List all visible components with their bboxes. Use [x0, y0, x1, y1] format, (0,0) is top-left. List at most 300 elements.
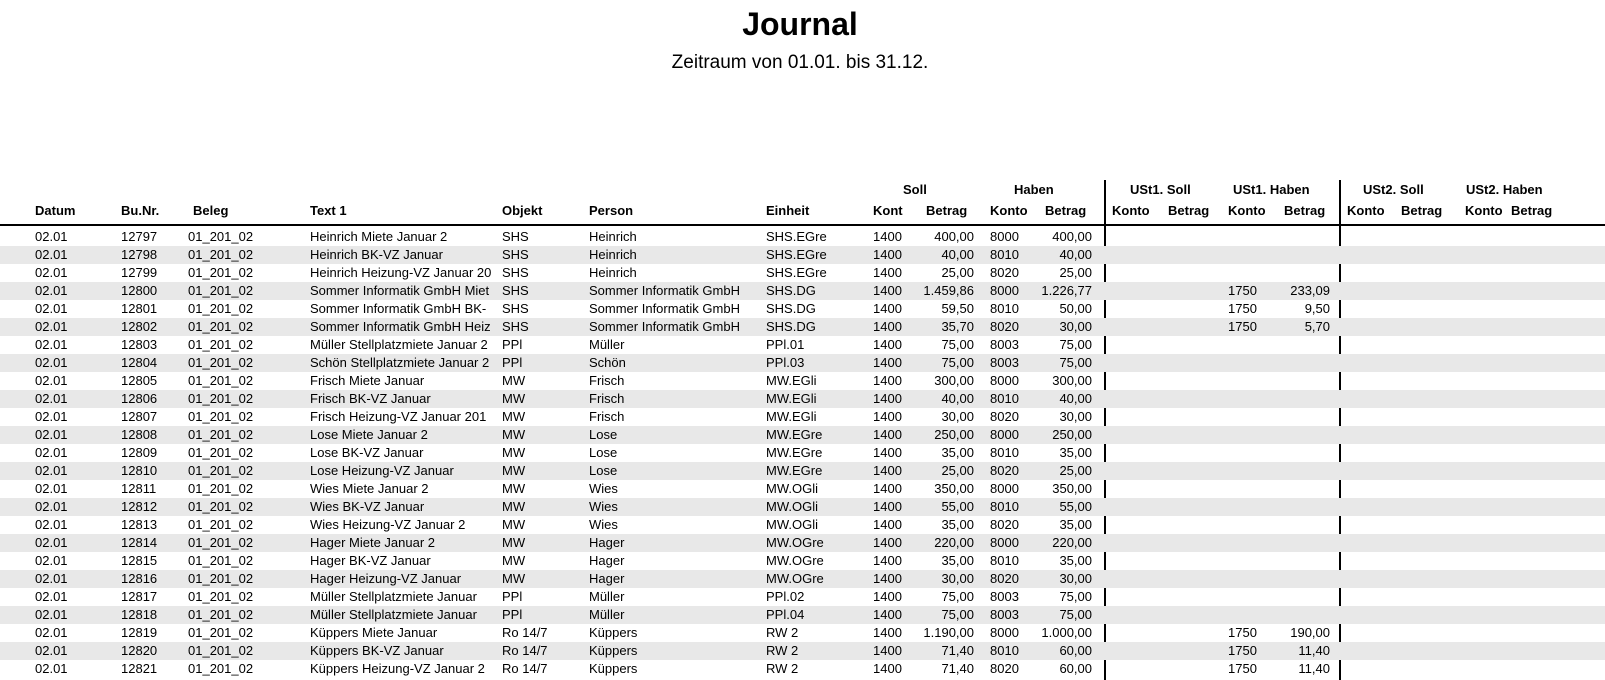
cell-person: Müller: [589, 589, 625, 604]
cell-person: Lose: [589, 463, 618, 478]
cell-haben-konto: 8010: [990, 643, 1019, 658]
cell-bunr: 12820: [121, 643, 158, 658]
cell-beleg: 01_201_02: [188, 643, 254, 658]
col-header-text1: Text 1: [310, 203, 347, 218]
cell-soll-konto: 1400: [873, 625, 902, 640]
cell-soll-konto: 1400: [873, 355, 902, 370]
cell-datum: 02.01: [35, 337, 68, 352]
cell-text1: Heinrich BK-VZ Januar: [310, 247, 443, 262]
cell-bunr: 12810: [121, 463, 158, 478]
cell-haben-konto: 8020: [990, 463, 1019, 478]
cell-text1: Frisch Heizung-VZ Januar 201: [310, 409, 487, 424]
cell-datum: 02.01: [35, 625, 68, 640]
cell-datum: 02.01: [35, 463, 68, 478]
cell-bunr: 12813: [121, 517, 158, 532]
report-title: Journal: [742, 6, 858, 42]
cell-beleg: 01_201_02: [188, 571, 254, 586]
cell-beleg: 01_201_02: [188, 409, 254, 424]
cell-datum: 02.01: [35, 481, 68, 496]
group-header-soll: Soll: [903, 182, 927, 197]
cell-einheit: RW 2: [766, 661, 799, 676]
cell-haben-konto: 8000: [990, 535, 1019, 550]
cell-bunr: 12821: [121, 661, 158, 676]
cell-einheit: SHS.EGre: [766, 229, 827, 244]
cell-person: Wies: [589, 499, 618, 514]
cell-beleg: 01_201_02: [188, 499, 254, 514]
cell-beleg: 01_201_02: [188, 535, 254, 550]
cell-objekt: MW: [502, 463, 526, 478]
cell-datum: 02.01: [35, 535, 68, 550]
cell-beleg: 01_201_02: [188, 337, 254, 352]
cell-beleg: 01_201_02: [188, 661, 254, 676]
cell-beleg: 01_201_02: [188, 391, 254, 406]
cell-text1: Sommer Informatik GmbH BK-: [310, 301, 487, 316]
cell-soll-betrag: 300,00: [934, 373, 974, 388]
cell-einheit: PPl.04: [766, 607, 805, 622]
cell-soll-betrag: 220,00: [934, 535, 974, 550]
cell-objekt: SHS: [502, 319, 529, 334]
cell-haben-betrag: 400,00: [1052, 229, 1092, 244]
cell-person: Sommer Informatik GmbH: [589, 319, 740, 334]
cell-beleg: 01_201_02: [188, 355, 254, 370]
cell-ust1-haben-konto: 1750: [1228, 643, 1257, 658]
cell-person: Heinrich: [589, 229, 637, 244]
cell-person: Frisch: [589, 373, 625, 388]
cell-text1: Müller Stellplatzmiete Januar: [310, 607, 477, 622]
cell-haben-konto: 8010: [990, 499, 1019, 514]
cell-beleg: 01_201_02: [188, 265, 254, 280]
cell-haben-betrag: 60,00: [1059, 643, 1092, 658]
cell-haben-konto: 8010: [990, 445, 1019, 460]
cell-person: Küppers: [589, 643, 638, 658]
cell-bunr: 12818: [121, 607, 158, 622]
cell-datum: 02.01: [35, 355, 68, 370]
cell-haben-konto: 8003: [990, 355, 1019, 370]
cell-soll-konto: 1400: [873, 373, 902, 388]
table-row: [0, 660, 1605, 678]
cell-objekt: MW: [502, 535, 526, 550]
cell-haben-konto: 8000: [990, 229, 1019, 244]
cell-ust1-haben-betrag: 190,00: [1290, 625, 1330, 640]
cell-einheit: MW.OGli: [766, 481, 818, 496]
cell-einheit: SHS.EGre: [766, 265, 827, 280]
col-header-ust2-haben-betrag: Betrag: [1511, 203, 1553, 218]
cell-soll-betrag: 400,00: [934, 229, 974, 244]
cell-bunr: 12798: [121, 247, 158, 262]
cell-text1: Schön Stellplatzmiete Januar 2: [310, 355, 490, 370]
cell-haben-betrag: 35,00: [1059, 517, 1092, 532]
cell-person: Müller: [589, 337, 625, 352]
cell-person: Sommer Informatik GmbH: [589, 283, 740, 298]
cell-haben-konto: 8010: [990, 247, 1019, 262]
cell-datum: 02.01: [35, 301, 68, 316]
cell-beleg: 01_201_02: [188, 247, 254, 262]
cell-soll-konto: 1400: [873, 499, 902, 514]
cell-haben-konto: 8000: [990, 625, 1019, 640]
col-header-ust2-soll-betrag: Betrag: [1401, 203, 1443, 218]
cell-objekt: MW: [502, 427, 526, 442]
cell-objekt: SHS: [502, 301, 529, 316]
cell-haben-betrag: 350,00: [1052, 481, 1092, 496]
cell-text1: Heinrich Heizung-VZ Januar 20: [310, 265, 492, 280]
cell-soll-betrag: 35,00: [941, 517, 974, 532]
cell-datum: 02.01: [35, 373, 68, 388]
col-header-haben-konto: Konto: [990, 203, 1028, 218]
cell-haben-konto: 8000: [990, 283, 1019, 298]
cell-soll-konto: 1400: [873, 643, 902, 658]
cell-bunr: 12808: [121, 427, 158, 442]
table-row: [0, 570, 1605, 588]
cell-text1: Küppers Heizung-VZ Januar 2: [310, 661, 485, 676]
cell-soll-betrag: 35,00: [941, 553, 974, 568]
cell-person: Hager: [589, 571, 625, 586]
cell-bunr: 12805: [121, 373, 158, 388]
cell-beleg: 01_201_02: [188, 373, 254, 388]
cell-soll-betrag: 350,00: [934, 481, 974, 496]
cell-datum: 02.01: [35, 553, 68, 568]
col-header-ust2-haben-konto: Konto: [1465, 203, 1503, 218]
cell-soll-betrag: 71,40: [941, 661, 974, 676]
cell-haben-konto: 8003: [990, 589, 1019, 604]
cell-haben-konto: 8020: [990, 319, 1019, 334]
col-header-objekt: Objekt: [502, 203, 543, 218]
cell-haben-betrag: 75,00: [1059, 337, 1092, 352]
cell-haben-konto: 8003: [990, 337, 1019, 352]
table-row: [0, 372, 1605, 390]
cell-soll-konto: 1400: [873, 607, 902, 622]
journal-table-body: [0, 228, 1605, 678]
cell-haben-betrag: 30,00: [1059, 319, 1092, 334]
cell-haben-konto: 8000: [990, 427, 1019, 442]
cell-haben-betrag: 25,00: [1059, 463, 1092, 478]
cell-einheit: SHS.EGre: [766, 247, 827, 262]
table-row: [0, 462, 1605, 480]
table-row: [0, 408, 1605, 426]
cell-datum: 02.01: [35, 643, 68, 658]
cell-beleg: 01_201_02: [188, 319, 254, 334]
cell-objekt: MW: [502, 481, 526, 496]
cell-person: Schön: [589, 355, 626, 370]
cell-soll-betrag: 71,40: [941, 643, 974, 658]
cell-ust1-haben-konto: 1750: [1228, 319, 1257, 334]
table-row: [0, 606, 1605, 624]
cell-soll-konto: 1400: [873, 517, 902, 532]
cell-soll-konto: 1400: [873, 427, 902, 442]
cell-soll-konto: 1400: [873, 589, 902, 604]
col-header-ust1-haben-konto: Konto: [1228, 203, 1266, 218]
cell-datum: 02.01: [35, 517, 68, 532]
cell-objekt: SHS: [502, 283, 529, 298]
cell-soll-betrag: 30,00: [941, 571, 974, 586]
cell-einheit: SHS.DG: [766, 301, 816, 316]
cell-soll-betrag: 55,00: [941, 499, 974, 514]
cell-soll-konto: 1400: [873, 247, 902, 262]
cell-haben-betrag: 300,00: [1052, 373, 1092, 388]
col-header-einheit: Einheit: [766, 203, 810, 218]
cell-objekt: Ro 14/7: [502, 643, 548, 658]
cell-text1: Lose Heizung-VZ Januar: [310, 463, 454, 478]
cell-einheit: RW 2: [766, 625, 799, 640]
cell-soll-konto: 1400: [873, 337, 902, 352]
cell-beleg: 01_201_02: [188, 301, 254, 316]
cell-bunr: 12816: [121, 571, 158, 586]
col-header-soll-betrag: Betrag: [926, 203, 968, 218]
cell-text1: Sommer Informatik GmbH Miet: [310, 283, 490, 298]
cell-einheit: RW 2: [766, 643, 799, 658]
table-row: [0, 516, 1605, 534]
cell-datum: 02.01: [35, 391, 68, 406]
cell-einheit: PPl.02: [766, 589, 805, 604]
cell-einheit: SHS.DG: [766, 319, 816, 334]
cell-datum: 02.01: [35, 247, 68, 262]
cell-person: Sommer Informatik GmbH: [589, 301, 740, 316]
cell-soll-betrag: 75,00: [941, 607, 974, 622]
cell-objekt: MW: [502, 517, 526, 532]
cell-soll-betrag: 35,70: [941, 319, 974, 334]
cell-text1: Müller Stellplatzmiete Januar 2: [310, 337, 488, 352]
cell-objekt: Ro 14/7: [502, 625, 548, 640]
table-row: [0, 300, 1605, 318]
cell-einheit: MW.EGli: [766, 391, 817, 406]
cell-objekt: PPl: [502, 337, 523, 352]
cell-objekt: MW: [502, 499, 526, 514]
cell-datum: 02.01: [35, 661, 68, 676]
col-header-ust2-soll-konto: Konto: [1347, 203, 1385, 218]
cell-einheit: MW.EGli: [766, 409, 817, 424]
cell-person: Müller: [589, 607, 625, 622]
cell-einheit: SHS.DG: [766, 283, 816, 298]
cell-ust1-haben-betrag: 233,09: [1290, 283, 1330, 298]
cell-person: Hager: [589, 535, 625, 550]
cell-soll-betrag: 25,00: [941, 463, 974, 478]
cell-beleg: 01_201_02: [188, 553, 254, 568]
cell-haben-betrag: 60,00: [1059, 661, 1092, 676]
cell-datum: 02.01: [35, 499, 68, 514]
table-row: [0, 498, 1605, 516]
cell-bunr: 12809: [121, 445, 158, 460]
cell-person: Küppers: [589, 625, 638, 640]
cell-bunr: 12806: [121, 391, 158, 406]
cell-haben-betrag: 40,00: [1059, 391, 1092, 406]
cell-haben-konto: 8020: [990, 517, 1019, 532]
cell-bunr: 12802: [121, 319, 158, 334]
cell-datum: 02.01: [35, 427, 68, 442]
cell-text1: Hager BK-VZ Januar: [310, 553, 431, 568]
cell-soll-betrag: 35,00: [941, 445, 974, 460]
cell-bunr: 12812: [121, 499, 158, 514]
cell-datum: 02.01: [35, 319, 68, 334]
cell-text1: Küppers BK-VZ Januar: [310, 643, 444, 658]
cell-haben-betrag: 250,00: [1052, 427, 1092, 442]
group-header-ust2-haben: USt2. Haben: [1466, 182, 1543, 197]
cell-objekt: PPl: [502, 589, 523, 604]
cell-haben-betrag: 75,00: [1059, 355, 1092, 370]
cell-haben-betrag: 75,00: [1059, 607, 1092, 622]
cell-datum: 02.01: [35, 589, 68, 604]
cell-soll-konto: 1400: [873, 409, 902, 424]
group-header-ust1-soll: USt1. Soll: [1130, 182, 1191, 197]
col-header-bunr: Bu.Nr.: [121, 203, 160, 218]
table-row: [0, 264, 1605, 282]
cell-soll-konto: 1400: [873, 445, 902, 460]
cell-haben-betrag: 55,00: [1059, 499, 1092, 514]
cell-objekt: SHS: [502, 229, 529, 244]
cell-person: Lose: [589, 427, 618, 442]
cell-haben-betrag: 75,00: [1059, 589, 1092, 604]
cell-bunr: 12800: [121, 283, 158, 298]
cell-bunr: 12799: [121, 265, 158, 280]
cell-beleg: 01_201_02: [188, 463, 254, 478]
cell-haben-konto: 8010: [990, 391, 1019, 406]
cell-soll-betrag: 59,50: [941, 301, 974, 316]
cell-ust1-haben-konto: 1750: [1228, 625, 1257, 640]
cell-datum: 02.01: [35, 409, 68, 424]
col-header-haben-betrag: Betrag: [1045, 203, 1087, 218]
cell-text1: Wies Miete Januar 2: [310, 481, 429, 496]
cell-soll-betrag: 1.190,00: [923, 625, 974, 640]
cell-datum: 02.01: [35, 283, 68, 298]
cell-bunr: 12819: [121, 625, 158, 640]
cell-haben-konto: 8010: [990, 553, 1019, 568]
cell-bunr: 12807: [121, 409, 158, 424]
cell-soll-konto: 1400: [873, 571, 902, 586]
table-row: [0, 444, 1605, 462]
cell-beleg: 01_201_02: [188, 481, 254, 496]
table-row: [0, 480, 1605, 498]
cell-soll-konto: 1400: [873, 229, 902, 244]
cell-einheit: PPl.01: [766, 337, 805, 352]
cell-bunr: 12803: [121, 337, 158, 352]
cell-soll-konto: 1400: [873, 283, 902, 298]
cell-datum: 02.01: [35, 607, 68, 622]
cell-objekt: MW: [502, 553, 526, 568]
cell-datum: 02.01: [35, 445, 68, 460]
cell-beleg: 01_201_02: [188, 283, 254, 298]
table-row: [0, 552, 1605, 570]
cell-soll-konto: 1400: [873, 319, 902, 334]
cell-objekt: PPl: [502, 355, 523, 370]
cell-haben-betrag: 35,00: [1059, 445, 1092, 460]
cell-soll-konto: 1400: [873, 535, 902, 550]
cell-objekt: MW: [502, 445, 526, 460]
cell-soll-betrag: 30,00: [941, 409, 974, 424]
cell-objekt: MW: [502, 373, 526, 388]
cell-text1: Hager Heizung-VZ Januar: [310, 571, 462, 586]
cell-text1: Frisch BK-VZ Januar: [310, 391, 431, 406]
header-rule: [0, 224, 1605, 226]
cell-soll-konto: 1400: [873, 661, 902, 676]
cell-datum: 02.01: [35, 265, 68, 280]
cell-text1: Wies Heizung-VZ Januar 2: [310, 517, 466, 532]
cell-haben-betrag: 40,00: [1059, 247, 1092, 262]
cell-haben-konto: 8020: [990, 265, 1019, 280]
cell-objekt: PPl: [502, 607, 523, 622]
cell-beleg: 01_201_02: [188, 625, 254, 640]
cell-text1: Lose BK-VZ Januar: [310, 445, 424, 460]
cell-haben-konto: 8000: [990, 481, 1019, 496]
cell-haben-betrag: 35,00: [1059, 553, 1092, 568]
group-header-ust2-soll: USt2. Soll: [1363, 182, 1424, 197]
col-header-ust1-haben-betrag: Betrag: [1284, 203, 1326, 218]
table-row: [0, 534, 1605, 552]
table-row: [0, 642, 1605, 660]
cell-person: Lose: [589, 445, 618, 460]
table-row: [0, 228, 1605, 246]
col-header-datum: Datum: [35, 203, 76, 218]
cell-bunr: 12801: [121, 301, 158, 316]
cell-datum: 02.01: [35, 229, 68, 244]
cell-text1: Sommer Informatik GmbH Heiz: [310, 319, 491, 334]
cell-haben-konto: 8003: [990, 607, 1019, 622]
cell-haben-konto: 8020: [990, 571, 1019, 586]
cell-objekt: SHS: [502, 265, 529, 280]
cell-person: Heinrich: [589, 265, 637, 280]
cell-haben-konto: 8020: [990, 661, 1019, 676]
cell-text1: Heinrich Miete Januar 2: [310, 229, 448, 244]
cell-ust1-haben-betrag: 11,40: [1298, 661, 1330, 676]
table-row: [0, 336, 1605, 354]
cell-einheit: MW.OGre: [766, 571, 824, 586]
cell-soll-konto: 1400: [873, 391, 902, 406]
cell-bunr: 12811: [121, 481, 157, 496]
cell-person: Wies: [589, 481, 618, 496]
cell-einheit: MW.OGli: [766, 499, 818, 514]
cell-soll-betrag: 75,00: [941, 337, 974, 352]
cell-text1: Frisch Miete Januar: [310, 373, 425, 388]
cell-text1: Wies BK-VZ Januar: [310, 499, 425, 514]
cell-haben-betrag: 25,00: [1059, 265, 1092, 280]
cell-haben-betrag: 1.226,77: [1041, 283, 1092, 298]
cell-soll-betrag: 75,00: [941, 589, 974, 604]
cell-objekt: Ro 14/7: [502, 661, 548, 676]
table-row: [0, 246, 1605, 264]
cell-einheit: MW.OGli: [766, 517, 818, 532]
cell-ust1-haben-betrag: 11,40: [1298, 643, 1330, 658]
cell-beleg: 01_201_02: [188, 589, 254, 604]
col-header-soll-konto: Kont: [873, 203, 903, 218]
cell-haben-betrag: 50,00: [1059, 301, 1092, 316]
cell-einheit: MW.EGre: [766, 427, 823, 442]
table-row: [0, 426, 1605, 444]
cell-bunr: 12817: [121, 589, 158, 604]
cell-person: Frisch: [589, 409, 625, 424]
cell-objekt: SHS: [502, 247, 529, 262]
report-period: Zeitraum von 01.01. bis 31.12.: [671, 52, 929, 73]
group-header-haben: Haben: [1014, 182, 1054, 197]
cell-bunr: 12815: [121, 553, 158, 568]
cell-soll-konto: 1400: [873, 481, 902, 496]
table-row: [0, 624, 1605, 642]
cell-soll-konto: 1400: [873, 301, 902, 316]
cell-einheit: MW.OGre: [766, 553, 824, 568]
cell-soll-betrag: 25,00: [941, 265, 974, 280]
col-header-person: Person: [589, 203, 634, 218]
table-row: [0, 390, 1605, 408]
cell-person: Frisch: [589, 391, 625, 406]
cell-soll-konto: 1400: [873, 463, 902, 478]
cell-beleg: 01_201_02: [188, 517, 254, 532]
cell-person: Küppers: [589, 661, 638, 676]
table-row: [0, 588, 1605, 606]
cell-einheit: MW.OGre: [766, 535, 824, 550]
cell-beleg: 01_201_02: [188, 427, 254, 442]
col-header-ust1-soll-betrag: Betrag: [1168, 203, 1210, 218]
cell-person: Heinrich: [589, 247, 637, 262]
cell-text1: Lose Miete Januar 2: [310, 427, 428, 442]
cell-objekt: MW: [502, 409, 526, 424]
cell-text1: Müller Stellplatzmiete Januar: [310, 589, 477, 604]
table-row: [0, 354, 1605, 372]
